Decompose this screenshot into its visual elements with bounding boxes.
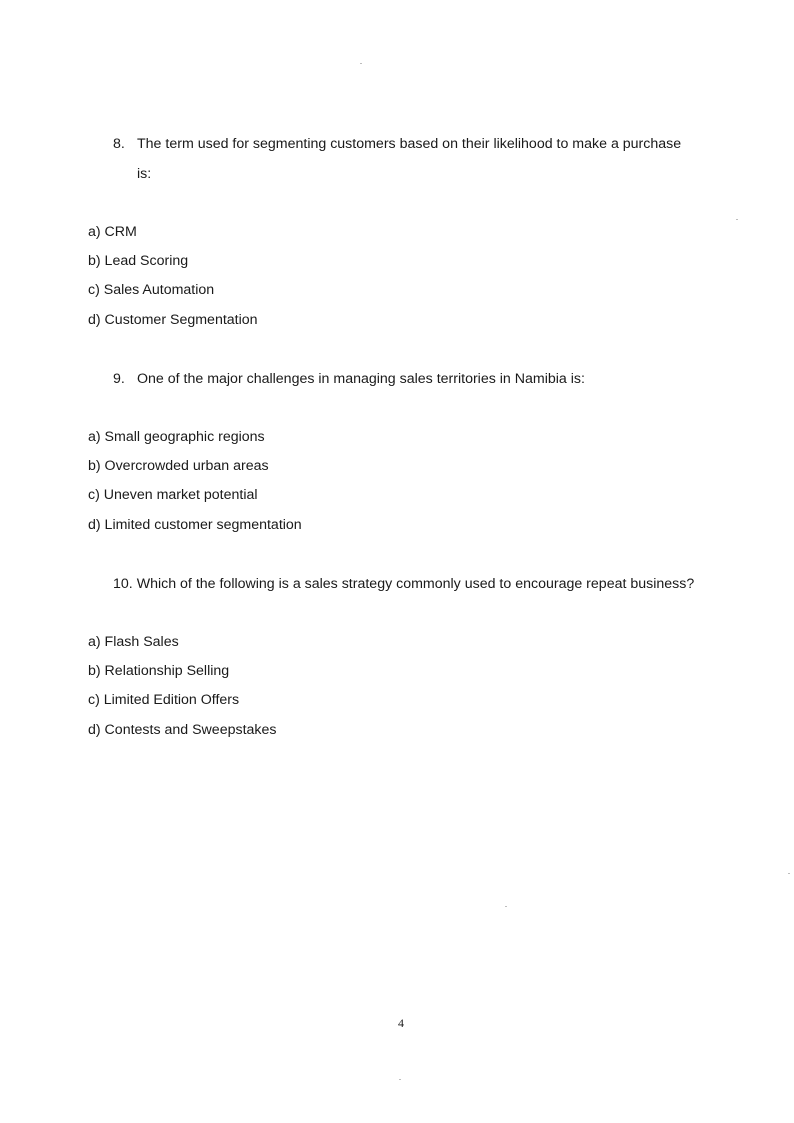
question-text-line-2: is:	[137, 166, 152, 182]
option-c: c) Uneven market potential	[88, 487, 258, 503]
question-9	[113, 364, 753, 396]
option-c: c) Sales Automation	[88, 282, 215, 298]
option-b: b) Lead Scoring	[88, 253, 189, 269]
question-text-line-1: The term used for segmenting customers based on their likelihood to make a purchase	[137, 136, 682, 152]
option-c: c) Limited Edition Offers	[88, 692, 240, 708]
question-text-line-1: One of the major challenges in managing sales territories in Namibia is:	[137, 371, 585, 387]
scan-speck	[788, 873, 790, 874]
question-number: 8.	[113, 136, 125, 152]
option-b: b) Overcrowded urban areas	[88, 458, 269, 474]
question-number-value: 10.	[113, 576, 133, 592]
option-a: a) Flash Sales	[88, 634, 179, 650]
option-a: a) Small geographic regions	[88, 429, 265, 445]
scan-speck	[736, 219, 738, 220]
page-number: 4	[398, 1016, 404, 1030]
option-d: d) Contests and Sweepstakes	[88, 722, 277, 738]
question-10-options	[88, 634, 488, 754]
option-d: d) Limited customer segmentation	[88, 517, 302, 533]
question-8-options	[88, 224, 488, 344]
option-b: b) Relationship Selling	[88, 663, 230, 679]
scan-speck	[399, 1079, 401, 1080]
question-text-line-1: Which of the following is a sales strategy commonly used to encourage repeat business?	[136, 576, 695, 592]
scan-speck	[360, 63, 362, 64]
question-number	[113, 569, 694, 599]
question-8	[113, 129, 753, 193]
option-a: a) CRM	[88, 224, 137, 240]
scan-speck	[505, 906, 507, 907]
option-d: d) Customer Segmentation	[88, 312, 258, 328]
question-number: 9.	[113, 371, 125, 387]
question-10	[113, 569, 773, 601]
question-9-options	[88, 429, 488, 549]
